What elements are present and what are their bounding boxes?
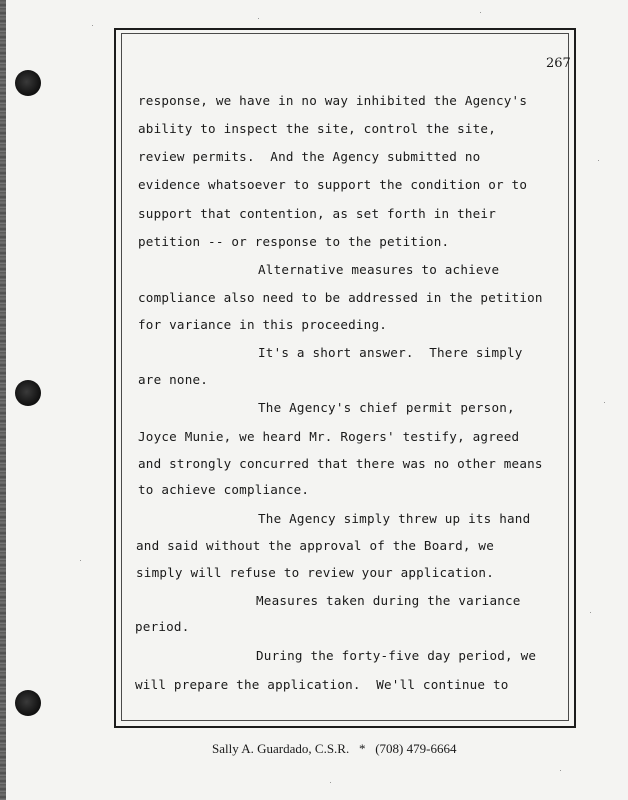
transcript-line: for variance in this proceeding. xyxy=(138,317,388,332)
transcript-line: Alternative measures to achieve xyxy=(258,262,500,277)
punch-hole-bottom xyxy=(15,690,41,716)
transcript-line: It's a short answer. There simply xyxy=(258,345,523,360)
transcript-line: During the forty-five day period, we xyxy=(256,648,537,663)
transcript-line: are none. xyxy=(138,372,209,387)
page-number: 267 xyxy=(546,56,571,71)
transcript-line: simply will refuse to review your application. xyxy=(136,565,494,580)
transcript-line: and strongly concurred that there was no other means xyxy=(138,456,543,471)
transcript-line: petition -- or response to the petition. xyxy=(138,234,450,249)
transcript-line: review permits. And the Agency submitted no xyxy=(138,149,481,164)
scan-edge xyxy=(0,0,6,800)
reporter-footer: Sally A. Guardado, C.S.R. * (708) 479-6664 xyxy=(212,741,457,756)
transcript-line: period. xyxy=(135,619,190,634)
scan-speck xyxy=(80,560,81,561)
punch-hole-top xyxy=(15,70,41,96)
punch-hole-middle xyxy=(15,380,41,406)
transcript-line: to achieve compliance. xyxy=(138,482,310,497)
scan-speck xyxy=(480,12,481,13)
transcript-line: Joyce Munie, we heard Mr. Rogers' testify, agreed xyxy=(138,429,520,444)
scan-speck xyxy=(590,612,591,613)
scan-speck xyxy=(604,402,605,403)
transcript-line: The Agency simply threw up its hand xyxy=(258,511,531,526)
transcript-line: evidence whatsoever to support the condition or to xyxy=(138,177,528,192)
scan-speck xyxy=(598,160,599,161)
transcript-line: response, we have in no way inhibited the Agency's xyxy=(138,93,528,108)
transcript-line: The Agency's chief permit person, xyxy=(258,400,515,415)
transcript-line: compliance also need to be addressed in the petition xyxy=(138,290,543,305)
scan-speck xyxy=(92,25,93,26)
scan-speck xyxy=(330,782,331,783)
transcript-line: and said without the approval of the Board, we xyxy=(136,538,494,553)
scan-speck xyxy=(258,18,259,19)
transcript-line: ability to inspect the site, control the site, xyxy=(138,121,496,136)
scan-speck xyxy=(560,770,561,771)
transcript-line: support that contention, as set forth in their xyxy=(138,206,496,221)
transcript-line: will prepare the application. We'll continue to xyxy=(135,677,509,692)
transcript-line: Measures taken during the variance xyxy=(256,593,521,608)
